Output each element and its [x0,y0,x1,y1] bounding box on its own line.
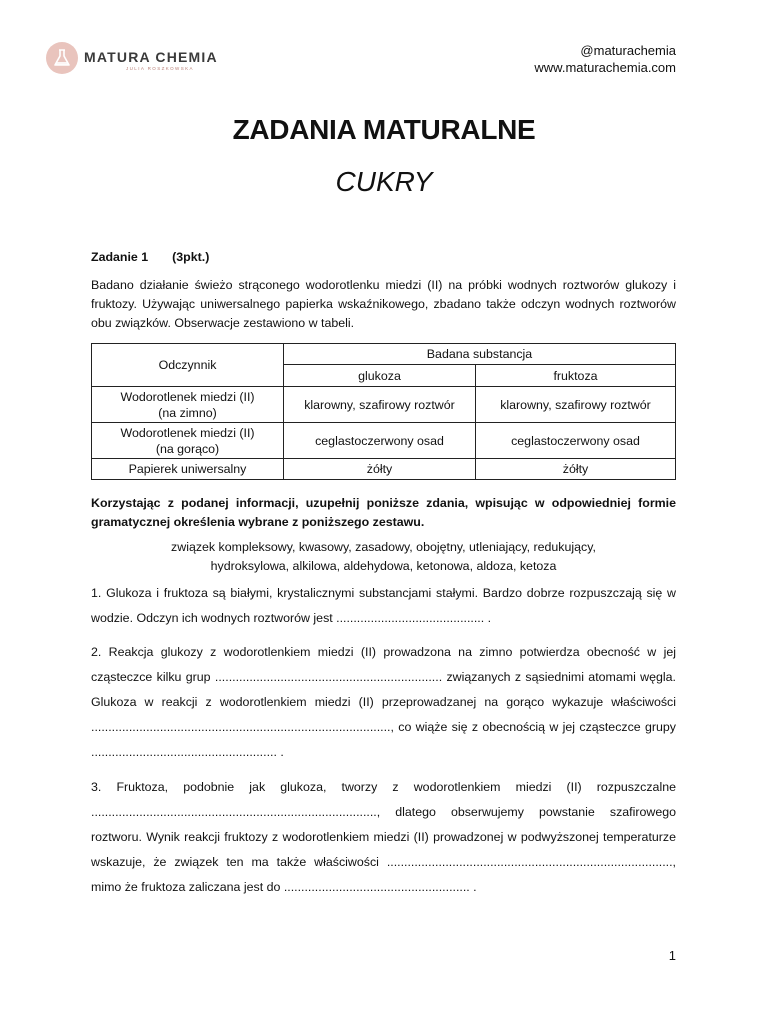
reagent-cell [92,423,284,459]
substance-header: Badana substancja [284,344,676,365]
task-label: Zadanie 1 [91,250,149,264]
reagent-line: Wodorotlenek miedzi (II) [120,425,255,440]
logo-tagline: JULIA ROSZKOWSKA [126,66,194,71]
task-instruction: Korzystając z podanej informacji, uzupełnij poniższe zdania, wpisując w odpowiedniej formie gramatycznej określenia wybrane z poniższego zestawu. [91,496,676,529]
reagent-condition: (na zimno) [158,405,217,420]
fill-in-item-2: 2. Reakcja glukozy z wodorotlenkiem miedzi (II) prowadzona na zimno potwierdza obecność w jej cząsteczce kilku grup .................................................................. związanych z sąsiednimi atomami węgla. Glukoza w reakcji z wodorotlenkiem miedzi (II) przeprowadzanej na gorąco wykazuje właściwości ......................................................................................., co wiąże się z obecnością w jej cząsteczce grupy ...................................................... . [91,645,676,759]
reagent-condition: (na gorąco) [155,441,220,456]
table-row [92,459,676,480]
result-cell: klarowny, szafirowy roztwór [476,387,676,423]
task-intro: Badano działanie świeżo strąconego wodorotlenku miedzi (II) na próbki wodnych roztworów glukozy i fruktozy. Używając uniwersalnego papierka wskaźnikowego, zbadano także odczyn wodnych roztworów obu związków. Obserwacje zestawiono w tabeli. [91,278,676,330]
logo-name: MATURA CHEMIA [84,49,218,65]
column-header-fruktoza: fruktoza [476,365,676,387]
task-section [91,248,676,900]
result-cell: ceglastoczerwony osad [476,423,676,459]
social-handle: @maturachemia [580,43,676,58]
reagent-cell: Papierek uniwersalny [92,459,284,480]
vocabulary-line: hydroksylowa, alkilowa, aldehydowa, ketonowa, aldoza, ketoza [210,559,557,573]
flask-logo-icon [46,42,78,74]
website-link[interactable]: www.maturachemia.com [534,60,676,75]
fill-in-item-3: 3. Fruktoza, podobnie jak glukoza, tworzy z wodorotlenkiem miedzi (II) rozpuszczalne ..................................................................................., dlatego obserwujemy powstanie szafirowego roztworu. Wynik reakcji fruktozy z wodorotlenkiem miedzi (II) prowadzonej w podwyższonej temperaturze wskazuje, że związek ten ma także właściwości ..................................................................................., mimo że fruktoza zaliczana jest do ...................................................... . [91,780,676,894]
column-header-glukoza: glukoza [284,365,476,387]
page-number: 1 [668,948,676,963]
result-cell: klarowny, szafirowy roztwór [284,387,476,423]
fill-in-item-1: 1. Glukoza i fruktoza są białymi, krystalicznymi substancjami stałymi. Bardzo dobrze rozpuszczają się w wodzie. Odczyn ich wodnych roztworów jest ........................................... . [91,586,676,625]
vocabulary-list [91,538,676,576]
vocabulary-line: związek kompleksowy, kwasowy, zasadowy, obojętny, utleniający, redukujący, [171,540,596,554]
contact-info [534,42,676,76]
result-cell: żółty [284,459,476,480]
table-row [92,423,676,459]
page-subtitle: CUKRY [335,166,433,197]
brand-logo [46,40,226,76]
result-cell: żółty [476,459,676,480]
page-title: ZADANIA MATURALNE [232,114,536,145]
task-points: (3pkt.) [172,250,210,264]
table-row [92,387,676,423]
task-heading [91,248,676,267]
reagent-cell [92,387,284,423]
result-cell: ceglastoczerwony osad [284,423,476,459]
reagent-header: Odczynnik [92,344,284,387]
reagent-line: Wodorotlenek miedzi (II) [120,389,255,404]
observations-table [91,343,676,480]
